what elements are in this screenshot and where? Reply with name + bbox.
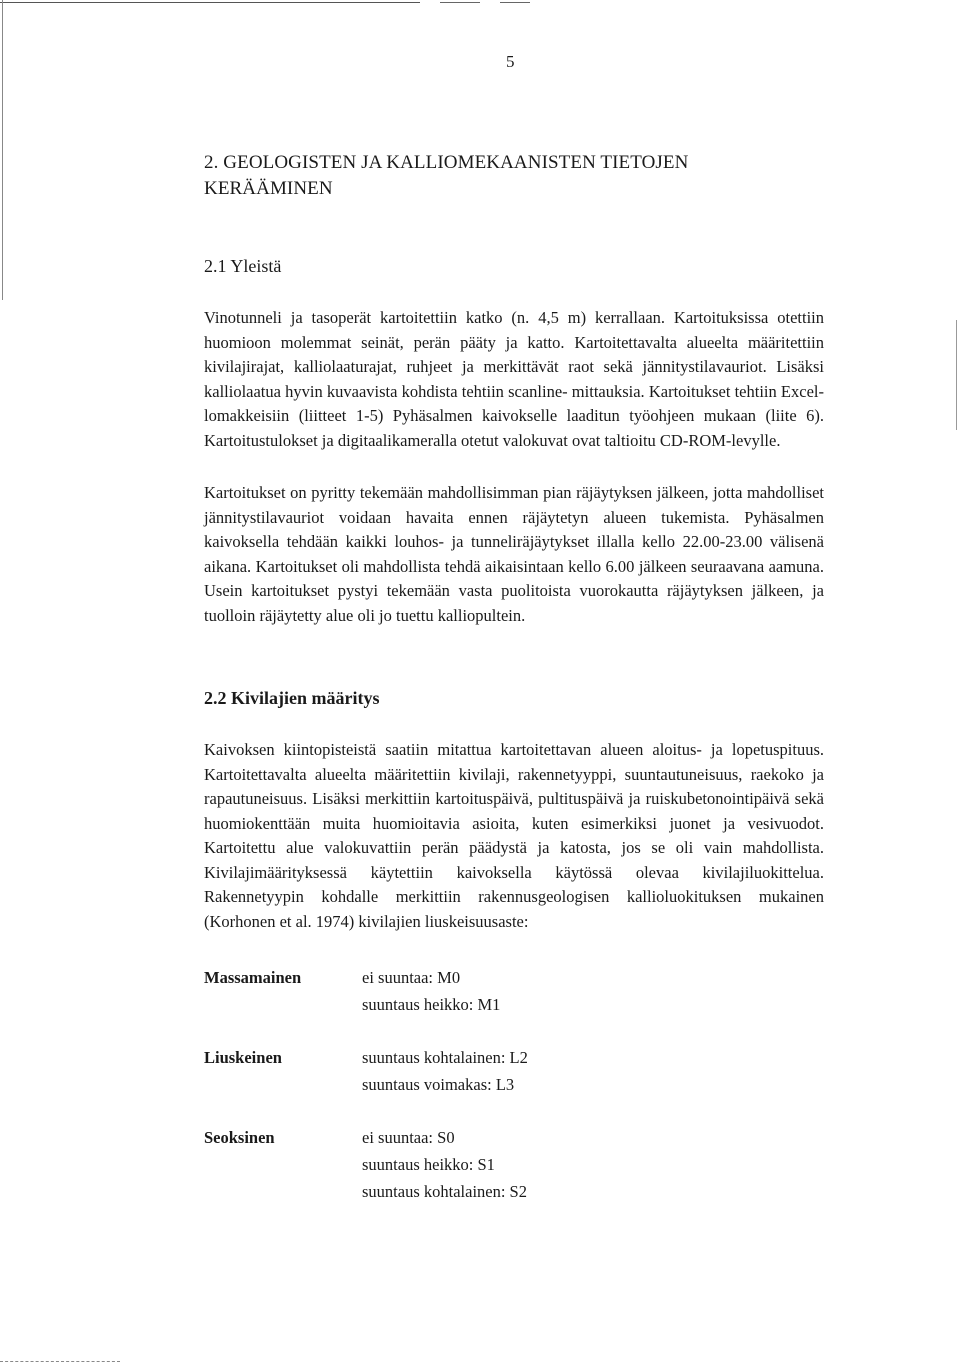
class-codes: [362, 964, 500, 1018]
class-name: Seoksinen: [204, 1128, 275, 1147]
class-code: ei suuntaa: M0: [362, 968, 461, 987]
page-number: 5: [506, 52, 515, 71]
class-code: suuntaus voimakas: L3: [362, 1075, 515, 1094]
class-name: Massamainen: [204, 968, 302, 987]
paragraph: Kartoitukset on pyritty tekemään mahdollisimman pian räjäytyksen jälkeen, jotta mahdolliset jännitystilavauriot voidaan havaita ennen räjäytetyn alueen tukemista. Pyhäsalmen kaivoksella tehdään kaikki louhos- ja tunneliräjäytykset illalla kello 22.00-23.00 välisenä aikana. Kartoitukset oli mahdollista tehdä aikaisintaan kello 6.00 jälkeen seuraavana aamuna. Usein kartoitukset pystyi tekemään vasta puolitoista vuorokautta räjäytyksen jälkeen, ja tuolloin räjäytetty alue oli jo tuettu kalliopultein.: [204, 483, 824, 625]
class-code: suuntaus kohtalainen: S2: [362, 1182, 527, 1201]
class-code: suuntaus kohtalainen: L2: [362, 1048, 528, 1067]
class-code: suuntaus heikko: S1: [362, 1155, 495, 1174]
paragraph: Vinotunneli ja tasoperät kartoitettiin katko (n. 4,5 m) kerrallaan. Kartoituksissa otettiin huomioon molemmat seinät, perän pääty ja katto. Kartoitettavalta alueelta määritettiin kivilajirajat, kalliolaaturajat, ruhjeet ja merkittävät raot sekä jännitystilavauriot. Lisäksi kalliolaatua hyvin kuvaavista kohdista tehtiin scanline- mittauksia. Kartoitukset tehtiin Excel-lomakkeisiin (liitteet 1-5) Pyhäsalmen kaivokselle laaditun työohjeen mukaan (liite 6). Kartoitustulokset ja digitaalikameralla otetut valokuvat ovat taltioitu CD-ROM-levylle.: [204, 308, 824, 450]
scan-edge-right: [956, 320, 957, 430]
classification-row: [204, 964, 824, 1018]
class-code: suuntaus heikko: M1: [362, 995, 501, 1014]
class-codes: [362, 1044, 528, 1098]
section-heading-kivilajien-maaritys: 2.2 Kivilajien määritys: [204, 688, 380, 708]
chapter-title-line2: KERÄÄMINEN: [204, 178, 333, 199]
scan-edge-top: [0, 0, 960, 6]
class-codes: [362, 1124, 527, 1205]
section-heading-yleista: 2.1 Yleistä: [204, 256, 282, 276]
classification-row: [204, 1124, 824, 1205]
class-name: Liuskeinen: [204, 1048, 282, 1067]
classification-row: [204, 1044, 824, 1098]
class-code: ei suuntaa: S0: [362, 1128, 455, 1147]
paragraph: Kaivoksen kiintopisteistä saatiin mitattua kartoitettavan alueen aloitus- ja lopetuspituus. Kartoitettavalta alueelta määritettiin kivilaji, rakennetyyppi, suuntautuneisuus, raekoko ja rapautuneisuus. Lisäksi merkittiin kartoituspäivä, pultituspäivä ja ruiskubetonointipäivä sekä huomiokenttään muita huomioitavia asioita, kuten esimerkiksi juonet ja vesivuodot. Kartoitettu alue valokuvattiin perän päädystä ja katosta, jos se oli vain mahdollista. Kivilajimäärityksessä käytettiin kaivoksella käytössä olevaa kivilajiluokittelua. Rakennetyypin kohdalle merkittiin rakennusgeologisen kallioluokituksen mukainen (Korhonen et al. 1974) kivilajien liuskeisuusaste:: [204, 740, 824, 931]
scan-edge-bottom: [0, 1361, 120, 1362]
chapter-title: [204, 150, 824, 202]
scan-edge-left: [2, 0, 3, 300]
chapter-title-line1: 2. GEOLOGISTEN JA KALLIOMEKAANISTEN TIETOJEN: [204, 152, 689, 173]
schistosity-classification-list: [204, 964, 824, 1205]
page-content: [204, 150, 824, 1231]
